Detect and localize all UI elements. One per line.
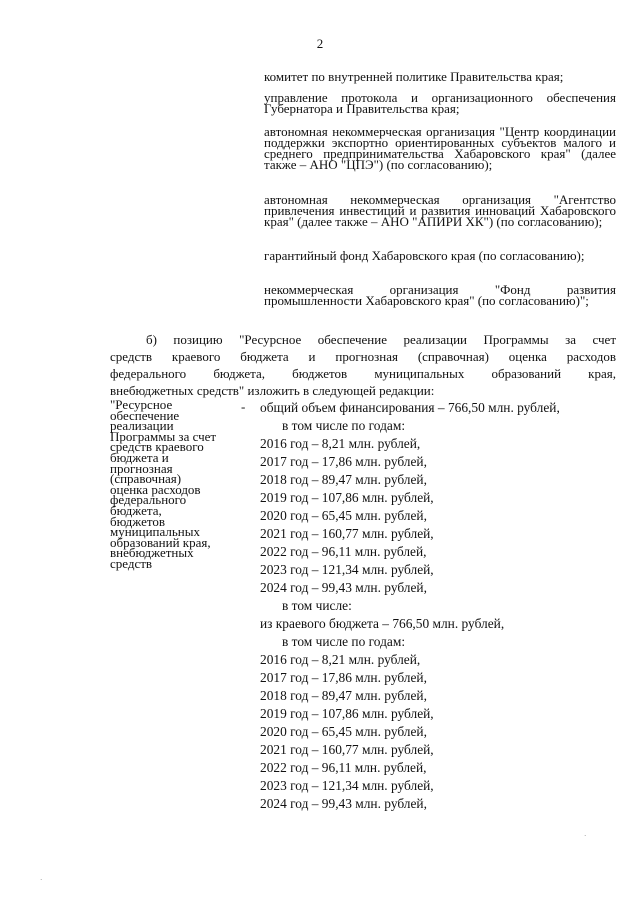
funding-line: 2020 год – 65,45 млн. рублей, [260, 508, 427, 523]
executor-item: некоммерческая организация "Фонд развития промышленности Хабаровского края" (по согласованию)"; [264, 282, 616, 308]
executor-item: управление протокола и организационного обеспечения Губернатора и Правительства края; [264, 90, 616, 116]
funding-line: 2021 год – 160,77 млн. рублей, [260, 742, 434, 757]
funding-line: в том числе по годам: [282, 418, 406, 433]
funding-line: 2018 год – 89,47 млн. рублей, [260, 688, 427, 703]
funding-line: 2024 год – 99,43 млн. рублей, [260, 580, 427, 595]
funding-line: 2021 год – 160,77 млн. рублей, [260, 526, 434, 541]
position-title-line: прогнозная [110, 460, 173, 476]
position-title-line: реализации [110, 418, 174, 434]
funding-line: 2016 год – 8,21 млн. рублей, [260, 436, 421, 451]
funding-line: 2024 год – 99,43 млн. рублей, [260, 796, 427, 811]
funding-line: 2019 год – 107,86 млн. рублей, [260, 490, 434, 505]
funding-line: 2019 год – 107,86 млн. рублей, [260, 706, 434, 721]
position-title-line: федерального [110, 492, 187, 508]
funding-line: 2023 год – 121,34 млн. рублей, [260, 778, 434, 793]
funding-line: 2016 год – 8,21 млн. рублей, [260, 652, 421, 667]
position-title-line: (справочная) [110, 471, 182, 487]
funding-line: 2020 год – 65,45 млн. рублей, [260, 724, 427, 739]
scan-mark: · [584, 832, 587, 840]
position-title-line: "Ресурсное [110, 397, 173, 412]
executor-item: комитет по внутренней политике Правительства края; [264, 69, 564, 84]
paragraph-line: федерального бюджета, бюджетов муниципальных образований края, [110, 366, 616, 381]
executor-item: автономная некоммерческая организация "Агентство привлечения инвестиций и развития инноваций Хабаровского края" (далее также – АНО "АПИРИ ХК") (по согласованию); [264, 192, 616, 229]
position-title-line: бюджета и [110, 449, 169, 465]
funding-line: в том числе по годам: [282, 634, 406, 649]
position-title-line: внебюджетных [110, 545, 194, 561]
resource-position-values [260, 399, 620, 813]
paragraph-line: внебюджетных средств" изложить в следующей редакции: [110, 383, 435, 398]
funding-line: 2017 год – 17,86 млн. рублей, [260, 454, 427, 469]
position-title-line: средств краевого [110, 439, 204, 455]
funding-line: в том числе: [282, 598, 352, 613]
paragraph-line: б) позицию "Ресурсное обеспечение реализации Программы за счет [146, 332, 616, 347]
position-title-line: бюджетов [110, 513, 166, 529]
funding-line: из краевого бюджета – 766,50 млн. рублей, [260, 616, 505, 631]
funding-line: общий объем финансирования – 766,50 млн. рублей, [260, 400, 560, 415]
scan-mark: · [40, 876, 43, 884]
position-title-line: средств [110, 555, 153, 571]
funding-line: 2023 год – 121,34 млн. рублей, [260, 562, 434, 577]
table-dash: - [241, 399, 246, 414]
position-title-line: Программы за счет [110, 428, 217, 444]
funding-line: 2022 год – 96,11 млн. рублей, [260, 544, 427, 559]
funding-line: 2017 год – 17,86 млн. рублей, [260, 670, 427, 685]
funding-line: 2022 год – 96,11 млн. рублей, [260, 760, 427, 775]
position-title-line: бюджета, [110, 502, 162, 518]
position-title-line: муниципальных [110, 524, 201, 540]
page-number: 2 [316, 36, 324, 51]
executor-item: автономная некоммерческая организация "Центр координации поддержки экспортно ориентированных субъектов малого и среднего предпринимательства Хабаровского края" (далее также – АНО "ЦПЭ") (по согласованию); [264, 124, 616, 172]
paragraph-line: средств краевого бюджета и прогнозная (справочная) оценка расходов [110, 349, 616, 364]
resource-position-title [110, 397, 250, 571]
position-title-line: образований края, [110, 534, 211, 550]
funding-line: 2018 год – 89,47 млн. рублей, [260, 472, 427, 487]
position-title-line: обеспечение [110, 407, 180, 423]
executor-item: гарантийный фонд Хабаровского края (по согласованию); [264, 248, 585, 263]
paragraph-b [110, 331, 616, 399]
position-title-line: оценка расходов [110, 481, 201, 497]
